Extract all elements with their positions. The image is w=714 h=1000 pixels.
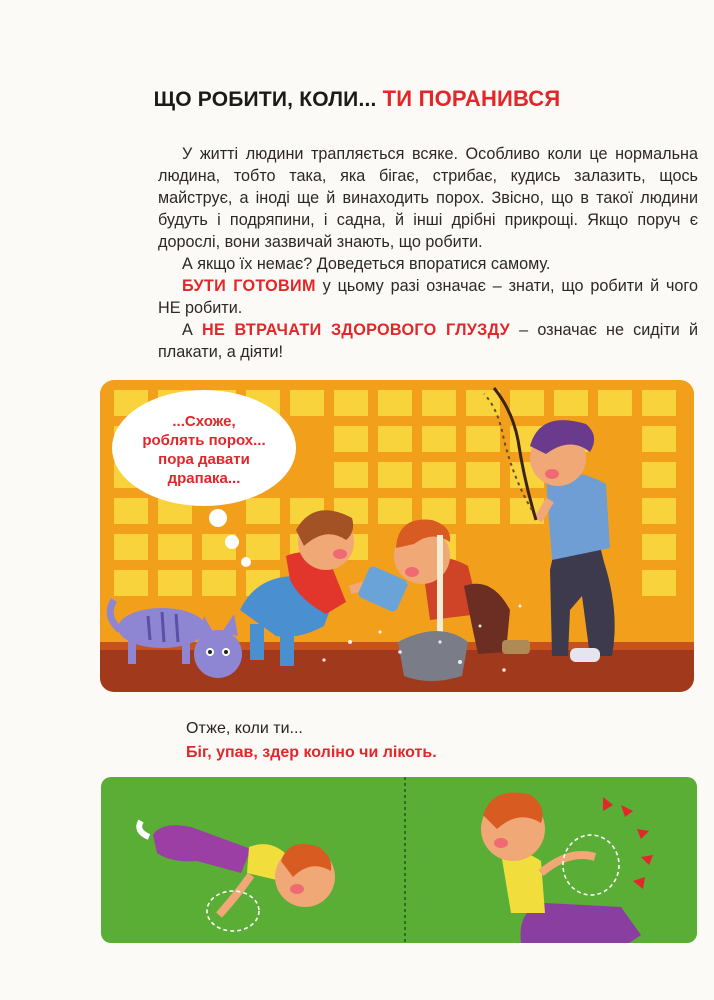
illustration-gunpowder (100, 380, 694, 692)
paragraph-4-rest: – означає не сидіти й плакати, а діяти! (158, 321, 699, 361)
paragraph-4-start: А (182, 321, 202, 339)
be-ready-phrase: БУТИ ГОТОВИМ (182, 277, 316, 295)
paragraph-1: У житті людини трапляється всяке. Особливо коли це нормальна людина, тобто така, яка бігає, стрибає, кудись залазить, щось майструє, а іноді ще й винаходить порох. Звісно, що в такої людини будуть і подряпини, і садна, й інші дрібні прикрощі. Якщо поруч є дорослі, вони зазвичай знають, що робити. (158, 145, 698, 251)
paragraph-4 (158, 319, 698, 363)
page-title (0, 86, 714, 112)
illustration-fall (101, 777, 697, 943)
fall-scene (101, 777, 697, 943)
intro-text (158, 143, 698, 363)
caption-line-2: Біг, упав, здер коліно чи лікоть. (186, 744, 437, 761)
title-part2: ТИ ПОРАНИВСЯ (382, 86, 561, 111)
paragraph-3 (158, 275, 698, 319)
caption (186, 717, 437, 765)
paragraph-3-rest: у цьому разі означає – знати, що робити й чого НЕ робити. (158, 277, 698, 317)
paragraph-2: А якщо їх немає? Доведеться впоратися самому. (182, 255, 551, 273)
gunpowder-scene (100, 380, 694, 692)
title-part1: ЩО РОБИТИ, КОЛИ... (153, 88, 377, 111)
bubble-line-4: драпака... (167, 470, 241, 487)
common-sense-phrase: НЕ ВТРАЧАТИ ЗДОРОВОГО ГЛУЗДУ (201, 321, 510, 339)
bubble-line-2: роблять порох... (142, 432, 266, 449)
caption-line-1: Отже, коли ти... (186, 720, 303, 737)
bubble-line-1: ...Схоже, (172, 413, 236, 430)
bubble-line-3: пора давати (158, 451, 250, 468)
